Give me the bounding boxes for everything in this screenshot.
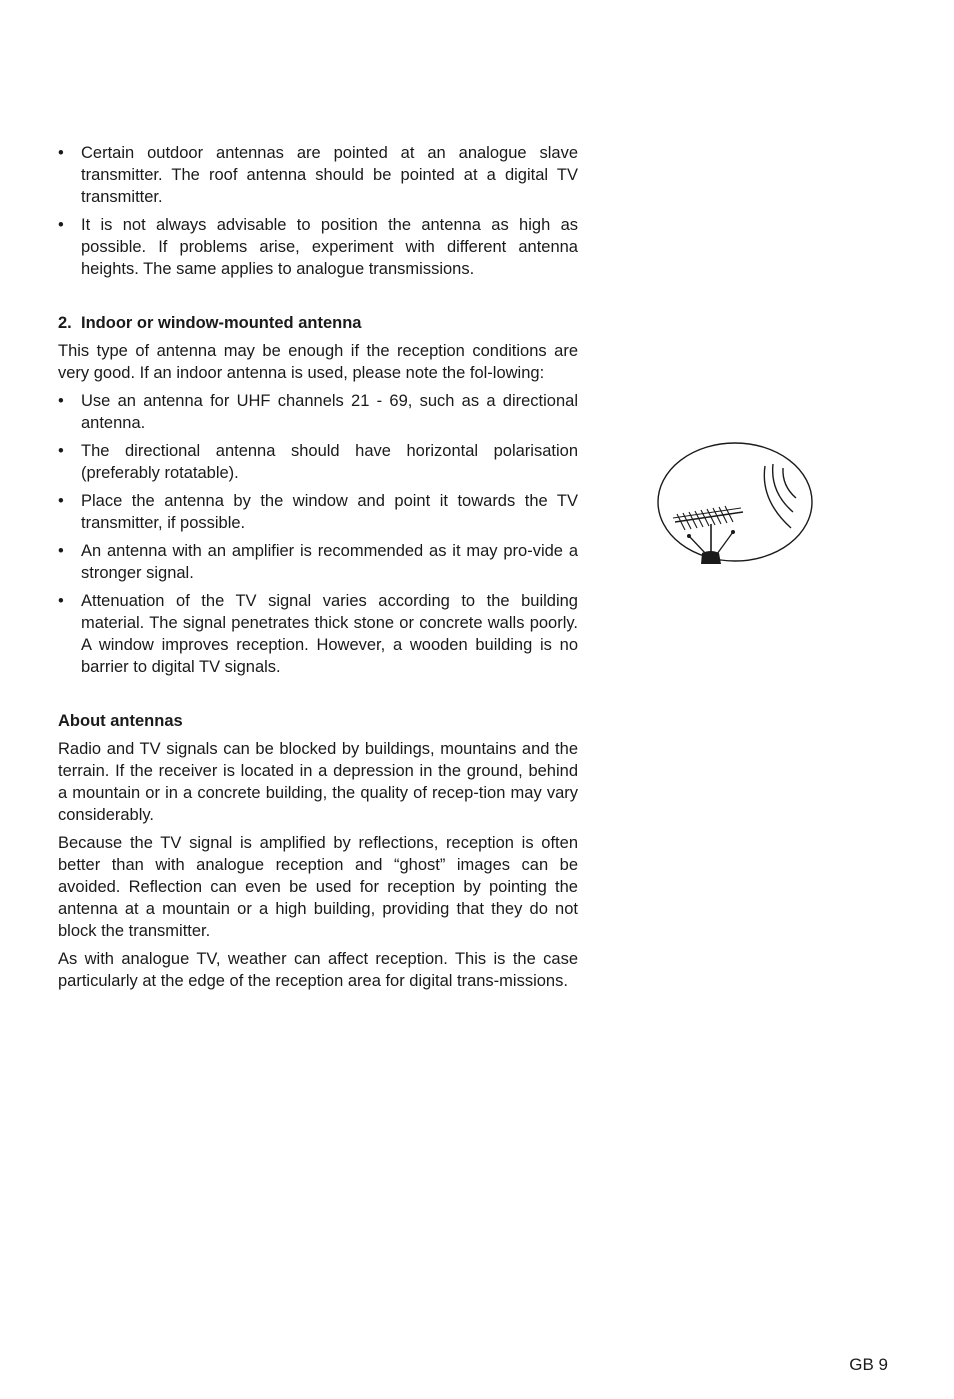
main-text-column	[58, 142, 578, 998]
list-item-text: The directional antenna should have horizontal polarisation (preferably rotatable).	[81, 442, 578, 482]
list-item-text: Certain outdoor antennas are pointed at an analogue slave transmitter. The roof antenna should be pointed at a digital TV transmitter.	[81, 144, 578, 206]
list-item	[58, 490, 578, 534]
about-paragraph: Because the TV signal is amplified by reflections, reception is often better than with analogue reception and “ghost” images can be avoided. Reflection can even be used for reception by pointing the antenna at a mountain or a high building, providing that they do not block the transmitter.	[58, 834, 578, 940]
bullet-list-indoor	[58, 390, 578, 678]
bullet-dot: •	[58, 392, 64, 410]
list-item-text: Attenuation of the TV signal varies according to the building material. The signal penetrates thick stone or concrete walls poorly. A window improves reception. However, a wooden building is no barrier to digital TV signals.	[81, 592, 578, 676]
list-item	[58, 590, 578, 678]
page-number: GB 9	[849, 1355, 888, 1374]
about-paragraph: Radio and TV signals can be blocked by buildings, mountains and the terrain. If the receiver is located in a depression in the ground, behind a mountain or in a concrete building, the quality of recep-tion may vary considerably.	[58, 740, 578, 824]
list-item	[58, 540, 578, 584]
bullet-dot: •	[58, 442, 64, 460]
list-item-text: An antenna with an amplifier is recommended as it may pro-vide a stronger signal.	[81, 542, 578, 582]
bullet-dot: •	[58, 592, 64, 610]
list-item	[58, 142, 578, 208]
section-number: 2.	[58, 314, 72, 332]
bullet-dot: •	[58, 492, 64, 510]
list-item-text: It is not always advisable to position the antenna as high as possible. If problems arise, experiment with different antenna heights. The same applies to analogue transmissions.	[81, 216, 578, 278]
section-gap	[58, 286, 578, 312]
section-intro-paragraph: This type of antenna may be enough if the reception conditions are very good. If an indoor antenna is used, please note the fol-lowing:	[58, 342, 578, 382]
indoor-antenna-illustration	[655, 440, 817, 570]
bullet-dot: •	[58, 542, 64, 560]
antenna-icon	[655, 440, 817, 570]
bullet-dot: •	[58, 144, 64, 162]
bullet-dot: •	[58, 216, 64, 234]
list-item-text: Use an antenna for UHF channels 21 - 69, such as a directional antenna.	[81, 392, 578, 432]
section-gap	[58, 684, 578, 710]
about-paragraph: As with analogue TV, weather can affect reception. This is the case particularly at the edge of the reception area for digital trans-missions.	[58, 950, 578, 990]
list-item	[58, 440, 578, 484]
bullet-list-outdoor	[58, 142, 578, 280]
section-title: Indoor or window-mounted antenna	[81, 314, 362, 332]
list-item	[58, 214, 578, 280]
section-heading-indoor-antenna	[58, 312, 578, 334]
section-heading-about-antennas: About antennas	[58, 712, 183, 730]
list-item	[58, 390, 578, 434]
list-item-text: Place the antenna by the window and point it towards the TV transmitter, if possible.	[81, 492, 578, 532]
